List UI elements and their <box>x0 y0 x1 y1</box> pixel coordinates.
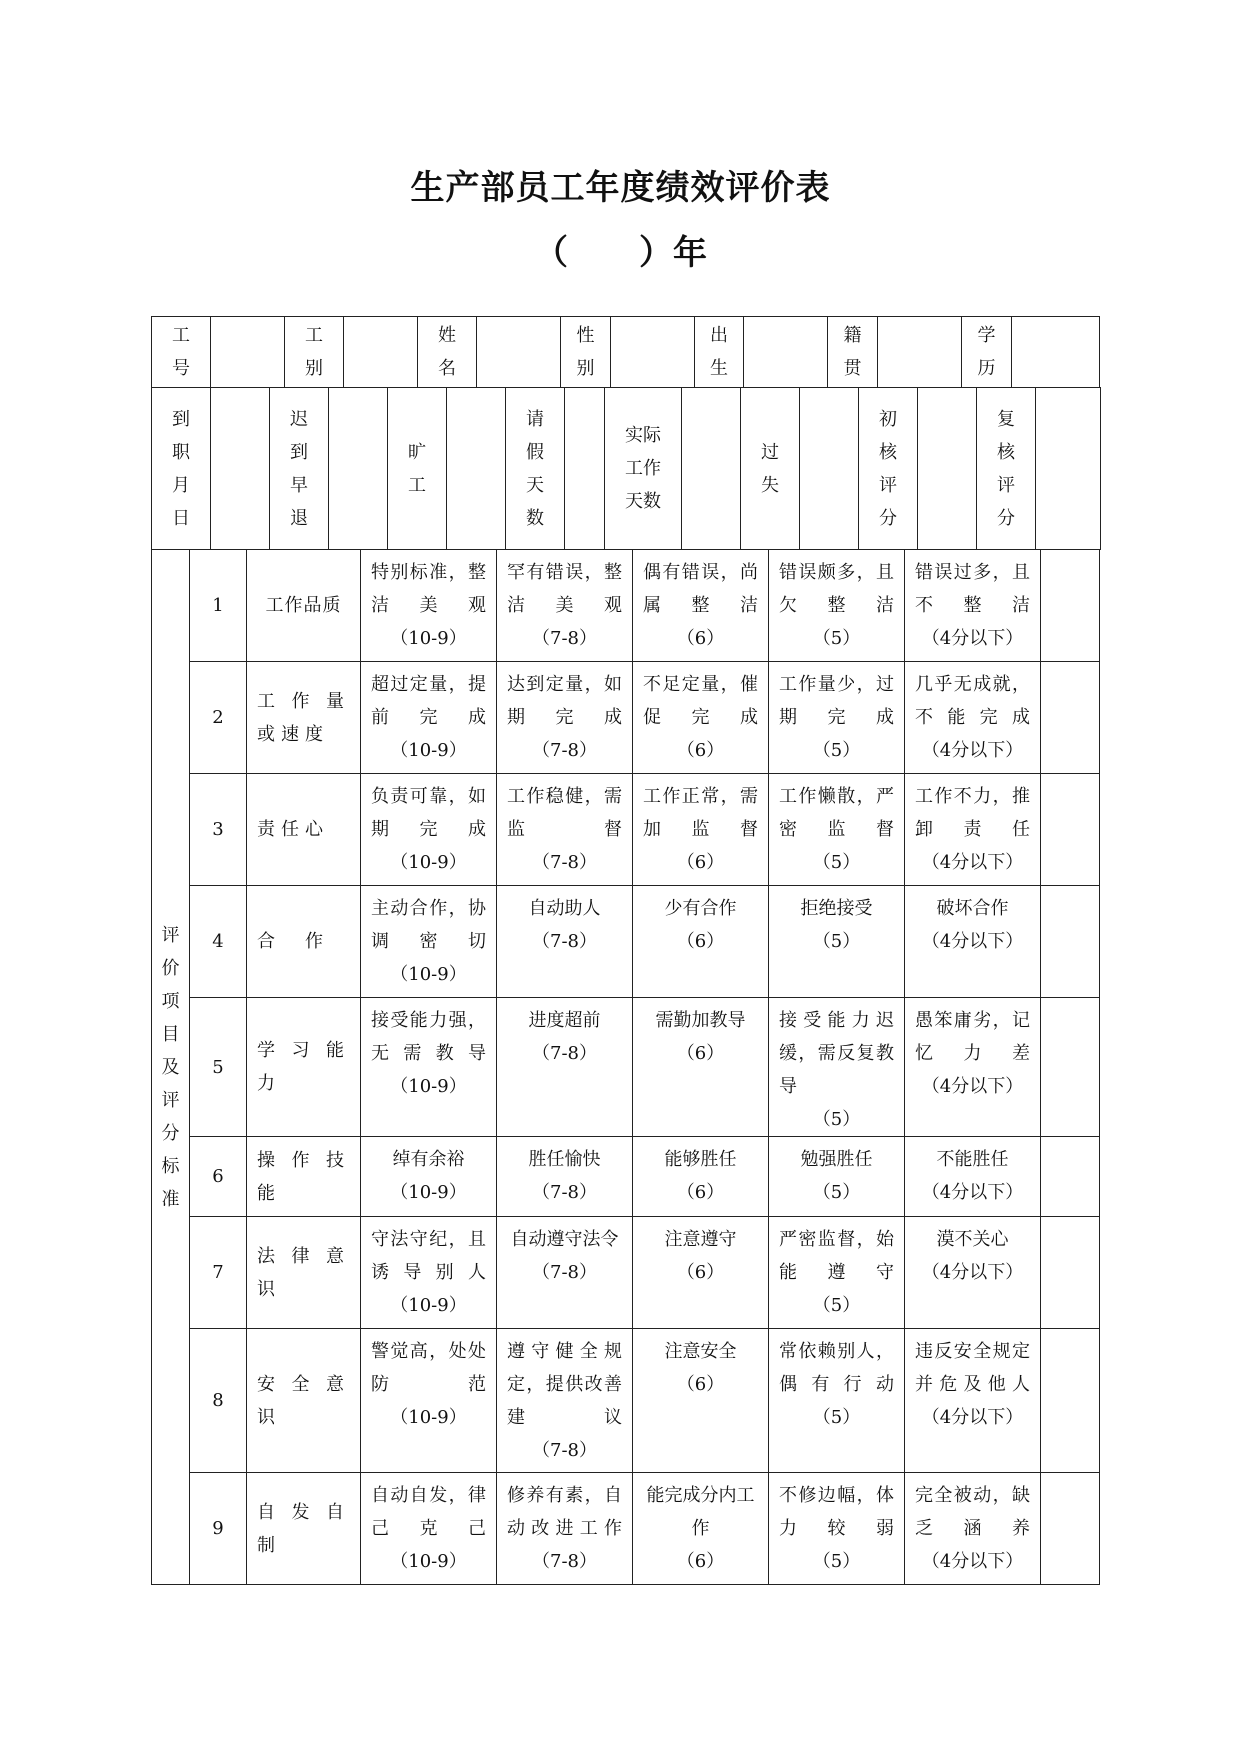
criteria-name: 自发自制 <box>247 1473 361 1585</box>
score-range: （5） <box>812 1407 861 1428</box>
criteria-description: 不能胜任 <box>936 1149 1009 1170</box>
criteria-number: 9 <box>190 1473 247 1585</box>
score-field[interactable] <box>1041 550 1100 662</box>
criteria-number: 7 <box>190 1217 247 1329</box>
field-native-place[interactable] <box>878 317 962 388</box>
score-range: （5） <box>812 1182 861 1203</box>
criteria-number: 4 <box>190 886 247 998</box>
criteria-level-5 <box>905 886 1041 998</box>
criteria-level-3 <box>633 1473 769 1585</box>
score-range: （10-9） <box>390 964 467 985</box>
criteria-description: 错误过多，且不 整 洁 <box>915 562 1030 616</box>
criteria-description: 勉强胜任 <box>800 1149 873 1170</box>
criteria-level-5 <box>905 1329 1041 1473</box>
score-range: （5） <box>812 740 861 761</box>
score-range: （7-8） <box>532 931 597 952</box>
score-range: （10-9） <box>390 628 467 649</box>
criteria-description: 绰有余裕 <box>392 1149 465 1170</box>
label-native-place: 籍 贯 <box>828 317 878 388</box>
criteria-row <box>152 1473 1100 1585</box>
score-field[interactable] <box>1041 1329 1100 1473</box>
criteria-description: 超过定量，提前 完 成 <box>371 674 486 728</box>
criteria-level-1 <box>361 1137 497 1217</box>
criteria-name: 工作量或速度 <box>247 662 361 774</box>
score-range: （6） <box>676 1551 725 1572</box>
criteria-description: 主动合作，协调 密 切 <box>371 898 486 952</box>
field-hire-date[interactable] <box>211 388 270 550</box>
label-review-score: 复 核 评 分 <box>977 388 1036 550</box>
score-field[interactable] <box>1041 1473 1100 1585</box>
criteria-number: 3 <box>190 774 247 886</box>
criteria-level-2 <box>497 774 633 886</box>
label-gender: 性 别 <box>561 317 611 388</box>
score-range: （10-9） <box>390 1182 467 1203</box>
criteria-level-1 <box>361 662 497 774</box>
criteria-level-5 <box>905 1137 1041 1217</box>
criteria-level-5 <box>905 1217 1041 1329</box>
score-range: （10-9） <box>390 1295 467 1316</box>
field-actual-work-days[interactable] <box>682 388 741 550</box>
score-range: （7-8） <box>532 628 597 649</box>
criteria-number: 5 <box>190 998 247 1137</box>
label-faults: 过 失 <box>741 388 800 550</box>
score-range: （4分以下） <box>921 931 1024 952</box>
criteria-row <box>152 1217 1100 1329</box>
field-employee-id[interactable] <box>211 317 285 388</box>
attendance-table <box>151 387 1101 550</box>
criteria-description: 负责可靠，如期 完 成 <box>371 786 486 840</box>
score-range: （5） <box>812 931 861 952</box>
field-review-score[interactable] <box>1036 388 1101 550</box>
criteria-level-4 <box>769 1473 905 1585</box>
criteria-level-4 <box>769 1329 905 1473</box>
score-range: （6） <box>676 628 725 649</box>
criteria-level-1 <box>361 1217 497 1329</box>
side-label: 评 价 项 目 及 评 分 标 准 <box>152 550 190 1585</box>
criteria-level-1 <box>361 998 497 1137</box>
criteria-row <box>152 886 1100 998</box>
criteria-level-1 <box>361 774 497 886</box>
criteria-description: 不足定量，催促 完 成 <box>643 674 758 728</box>
score-range: （6） <box>676 852 725 873</box>
score-range: （6） <box>676 1043 725 1064</box>
criteria-level-3 <box>633 886 769 998</box>
criteria-level-4 <box>769 886 905 998</box>
field-birth[interactable] <box>744 317 828 388</box>
criteria-level-4 <box>769 1137 905 1217</box>
score-range: （4分以下） <box>921 852 1024 873</box>
score-range: （5） <box>812 1551 861 1572</box>
score-range: （7-8） <box>532 1182 597 1203</box>
year-line: （ ）年 <box>533 233 708 273</box>
criteria-level-3 <box>633 1137 769 1217</box>
field-faults[interactable] <box>800 388 859 550</box>
criteria-description: 少有合作 <box>664 898 737 919</box>
score-range: （7-8） <box>532 852 597 873</box>
criteria-description: 工作量少，过期 完 成 <box>779 674 894 728</box>
criteria-description: 能够胜任 <box>664 1149 737 1170</box>
label-leave-days: 请 假 天 数 <box>506 388 565 550</box>
criteria-description: 罕有错误，整洁 美 观 <box>507 562 622 616</box>
criteria-description: 错误颇多，且欠 整 洁 <box>779 562 894 616</box>
score-range: （4分以下） <box>921 628 1024 649</box>
criteria-level-5 <box>905 774 1041 886</box>
criteria-description: 完全被动，缺乏 涵 养 <box>915 1485 1030 1539</box>
criteria-description: 修养有素，自动改进工作 <box>507 1485 622 1539</box>
criteria-number: 6 <box>190 1137 247 1217</box>
score-range: （7-8） <box>532 740 597 761</box>
criteria-level-1 <box>361 1473 497 1585</box>
label-absent: 旷 工 <box>388 388 447 550</box>
score-range: （7-8） <box>532 1440 597 1461</box>
criteria-name: 工作品质 <box>247 550 361 662</box>
field-initial-score[interactable] <box>918 388 977 550</box>
criteria-row <box>152 998 1100 1137</box>
criteria-description: 自动助人 <box>528 898 601 919</box>
criteria-name: 法律意识 <box>247 1217 361 1329</box>
criteria-description: 守法守纪，且诱导别人 <box>371 1229 486 1283</box>
score-range: （5） <box>812 1295 861 1316</box>
criteria-name: 合 作 <box>247 886 361 998</box>
criteria-level-1 <box>361 1329 497 1473</box>
field-work-type[interactable] <box>344 317 418 388</box>
criteria-level-4 <box>769 550 905 662</box>
criteria-level-3 <box>633 1217 769 1329</box>
criteria-description: 进度超前 <box>528 1010 601 1031</box>
criteria-description: 接受能力迟缓，需反复教导 <box>779 1010 894 1097</box>
criteria-row <box>152 550 1100 662</box>
field-name[interactable] <box>477 317 561 388</box>
criteria-description: 接受能力强，无需教导 <box>371 1010 486 1064</box>
criteria-description: 自动自发，律己 克 己 <box>371 1485 486 1539</box>
criteria-level-2 <box>497 886 633 998</box>
criteria-name: 操作技能 <box>247 1137 361 1217</box>
criteria-description: 能完成分内工作 <box>646 1485 755 1539</box>
field-education[interactable] <box>1012 317 1100 388</box>
criteria-description: 自动遵守法令 <box>510 1229 619 1250</box>
label-work-type: 工 别 <box>285 317 344 388</box>
criteria-description: 工作稳健，需监 督 <box>507 786 622 840</box>
score-range: （4分以下） <box>921 1551 1024 1572</box>
criteria-description: 不修边幅，体力 较 弱 <box>779 1485 894 1539</box>
page-title: 生产部员工年度绩效评价表 <box>410 168 831 208</box>
score-range: （5） <box>812 1109 861 1130</box>
field-leave-days[interactable] <box>565 388 605 550</box>
label-actual-work-days: 实际 工作 天数 <box>605 388 682 550</box>
criteria-level-3 <box>633 662 769 774</box>
score-range: （7-8） <box>532 1262 597 1283</box>
criteria-description: 拒绝接受 <box>800 898 873 919</box>
score-range: （4分以下） <box>921 740 1024 761</box>
score-range: （7-8） <box>532 1043 597 1064</box>
score-field[interactable] <box>1041 662 1100 774</box>
criteria-description: 遵守健全规定，提供改善建议 <box>507 1341 622 1428</box>
criteria-description: 注意遵守 <box>664 1229 737 1250</box>
criteria-level-1 <box>361 886 497 998</box>
criteria-level-2 <box>497 998 633 1137</box>
label-education: 学 历 <box>962 317 1012 388</box>
score-range: （10-9） <box>390 1551 467 1572</box>
criteria-description: 工作不力，推卸 责 任 <box>915 786 1030 840</box>
criteria-description: 偶有错误，尚属 整 洁 <box>643 562 758 616</box>
score-range: （6） <box>676 740 725 761</box>
criteria-level-2 <box>497 1329 633 1473</box>
criteria-level-1 <box>361 550 497 662</box>
criteria-description: 常依赖别人，偶有行动 <box>779 1341 894 1395</box>
basic-info-table <box>151 316 1100 388</box>
criteria-description: 违反安全规定并危及他人 <box>915 1341 1030 1395</box>
criteria-level-2 <box>497 550 633 662</box>
criteria-level-3 <box>633 550 769 662</box>
score-range: （4分以下） <box>921 1262 1024 1283</box>
criteria-description: 几乎无成就，不能完成 <box>915 674 1030 728</box>
criteria-row <box>152 774 1100 886</box>
score-range: （7-8） <box>532 1551 597 1572</box>
score-range: （5） <box>812 852 861 873</box>
label-employee-id: 工 号 <box>152 317 211 388</box>
score-range: （10-9） <box>390 1407 467 1428</box>
score-range: （6） <box>676 1374 725 1395</box>
criteria-level-5 <box>905 998 1041 1137</box>
criteria-description: 愚笨庸劣，记忆 力 差 <box>915 1010 1030 1064</box>
score-range: （10-9） <box>390 1076 467 1097</box>
criteria-level-4 <box>769 662 905 774</box>
label-initial-score: 初 核 评 分 <box>859 388 918 550</box>
criteria-description: 特别标准，整洁 美 观 <box>371 562 486 616</box>
criteria-description: 漠不关心 <box>936 1229 1009 1250</box>
criteria-level-4 <box>769 998 905 1137</box>
score-range: （4分以下） <box>921 1407 1024 1428</box>
score-range: （6） <box>676 1182 725 1203</box>
score-range: （5） <box>812 628 861 649</box>
label-hire-date: 到 职 月 日 <box>152 388 211 550</box>
score-field[interactable] <box>1041 774 1100 886</box>
criteria-description: 工作懒散，严密 监 督 <box>779 786 894 840</box>
criteria-level-2 <box>497 1217 633 1329</box>
criteria-level-3 <box>633 998 769 1137</box>
field-gender[interactable] <box>611 317 695 388</box>
criteria-name: 学习能力 <box>247 998 361 1137</box>
criteria-level-5 <box>905 1473 1041 1585</box>
criteria-level-5 <box>905 550 1041 662</box>
criteria-description: 严密监督，始能 遵 守 <box>779 1229 894 1283</box>
criteria-description: 工作正常，需加 监 督 <box>643 786 758 840</box>
criteria-level-4 <box>769 1217 905 1329</box>
score-range: （10-9） <box>390 740 467 761</box>
score-range: （4分以下） <box>921 1182 1024 1203</box>
criteria-name: 责任心 <box>247 774 361 886</box>
score-range: （6） <box>676 1262 725 1283</box>
criteria-level-2 <box>497 1137 633 1217</box>
score-range: （4分以下） <box>921 1076 1024 1097</box>
criteria-level-2 <box>497 1473 633 1585</box>
criteria-description: 警觉高，处处防 范 <box>371 1341 486 1395</box>
criteria-description: 达到定量，如期 完 成 <box>507 674 622 728</box>
evaluation-grid <box>151 549 1100 1585</box>
label-name: 姓 名 <box>418 317 477 388</box>
criteria-number: 2 <box>190 662 247 774</box>
field-late-early[interactable] <box>329 388 388 550</box>
field-absent[interactable] <box>447 388 506 550</box>
criteria-description: 胜任愉快 <box>528 1149 601 1170</box>
criteria-number: 1 <box>190 550 247 662</box>
score-range: （10-9） <box>390 852 467 873</box>
label-birth: 出 生 <box>695 317 744 388</box>
criteria-description: 破坏合作 <box>936 898 1009 919</box>
criteria-row <box>152 1137 1100 1217</box>
criteria-description: 注意安全 <box>664 1341 737 1362</box>
score-field[interactable] <box>1041 1137 1100 1217</box>
criteria-level-3 <box>633 774 769 886</box>
criteria-number: 8 <box>190 1329 247 1473</box>
criteria-name: 安全意识 <box>247 1329 361 1473</box>
criteria-level-3 <box>633 1329 769 1473</box>
score-field[interactable] <box>1041 998 1100 1137</box>
score-range: （6） <box>676 931 725 952</box>
score-field[interactable] <box>1041 1217 1100 1329</box>
criteria-row <box>152 1329 1100 1473</box>
score-field[interactable] <box>1041 886 1100 998</box>
criteria-level-4 <box>769 774 905 886</box>
criteria-level-5 <box>905 662 1041 774</box>
label-late-early: 迟 到 早 退 <box>270 388 329 550</box>
criteria-row <box>152 662 1100 774</box>
criteria-level-2 <box>497 662 633 774</box>
criteria-description: 需勤加教导 <box>655 1010 746 1031</box>
